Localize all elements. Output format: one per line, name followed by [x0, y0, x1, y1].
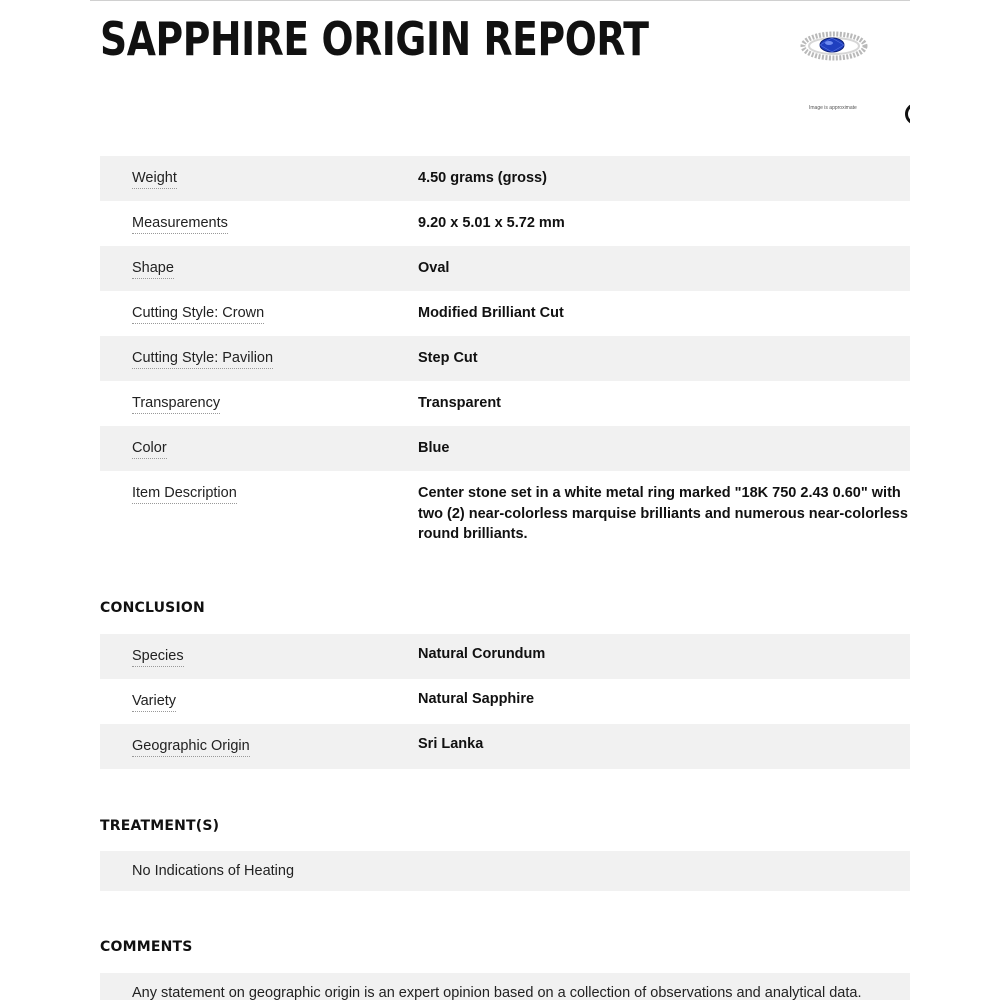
- detail-value: 4.50 grams (gross): [418, 170, 547, 186]
- conclusion-row-geographic-origin: [100, 724, 910, 769]
- detail-row-weight: [100, 156, 910, 201]
- conclusion-value: Sri Lanka: [418, 736, 484, 752]
- detail-value: Oval: [418, 260, 450, 276]
- detail-label[interactable]: Measurements: [132, 215, 228, 234]
- conclusion-row-variety: [100, 679, 910, 724]
- conclusion-label[interactable]: Species: [132, 648, 184, 667]
- detail-row-shape: [100, 246, 910, 291]
- detail-label[interactable]: Cutting Style: Crown: [132, 305, 264, 324]
- conclusion-heading: CONCLUSION: [100, 600, 205, 616]
- detail-value: Center stone set in a white metal ring marked "18K 750 2.43 0.60" with two (2) near-colorless marquise brilliants and numerous near-colorless round brilliants.: [418, 485, 908, 542]
- detail-row-pavilion: [100, 336, 910, 381]
- detail-value: Transparent: [418, 395, 501, 411]
- comments-box: [100, 973, 910, 1000]
- next-arrow-icon[interactable]: [905, 103, 910, 127]
- detail-value: Modified Brilliant Cut: [418, 305, 564, 321]
- detail-value: Step Cut: [418, 350, 478, 366]
- detail-row-color: [100, 426, 910, 471]
- detail-label[interactable]: Item Description: [132, 485, 237, 504]
- image-caption: Image is approximate: [809, 105, 857, 111]
- conclusion-row-species: [100, 634, 910, 679]
- detail-value: 9.20 x 5.01 x 5.72 mm: [418, 215, 565, 231]
- treatments-box: [100, 851, 910, 891]
- detail-label[interactable]: Transparency: [132, 395, 220, 414]
- detail-label[interactable]: Cutting Style: Pavilion: [132, 350, 273, 369]
- page-title: SAPPHIRE ORIGIN REPORT: [100, 12, 649, 66]
- conclusion-value: Natural Corundum: [418, 646, 546, 662]
- detail-row-transparency: [100, 381, 910, 426]
- treatments-heading: TREATMENT(S): [100, 818, 220, 834]
- detail-label[interactable]: Weight: [132, 170, 177, 189]
- comments-heading: COMMENTS: [100, 939, 193, 955]
- treatment-text: No Indications of Heating: [132, 863, 295, 879]
- detail-row-crown: [100, 291, 910, 336]
- ring-image-icon[interactable]: [800, 26, 868, 66]
- conclusion-value: Natural Sapphire: [418, 691, 535, 707]
- conclusion-label[interactable]: Variety: [132, 693, 176, 712]
- detail-row-measurements: [100, 201, 910, 246]
- conclusion-table: [100, 634, 910, 769]
- comment-text: Any statement on geographic origin is an expert opinion based on a collection of observations and analytical data.: [132, 985, 862, 1000]
- details-table: [100, 156, 910, 561]
- detail-label[interactable]: Color: [132, 440, 167, 459]
- detail-value: Blue: [418, 440, 450, 456]
- detail-label[interactable]: Shape: [132, 260, 174, 279]
- detail-row-item-description: [100, 471, 910, 561]
- conclusion-label[interactable]: Geographic Origin: [132, 738, 250, 757]
- top-divider: [90, 0, 910, 1]
